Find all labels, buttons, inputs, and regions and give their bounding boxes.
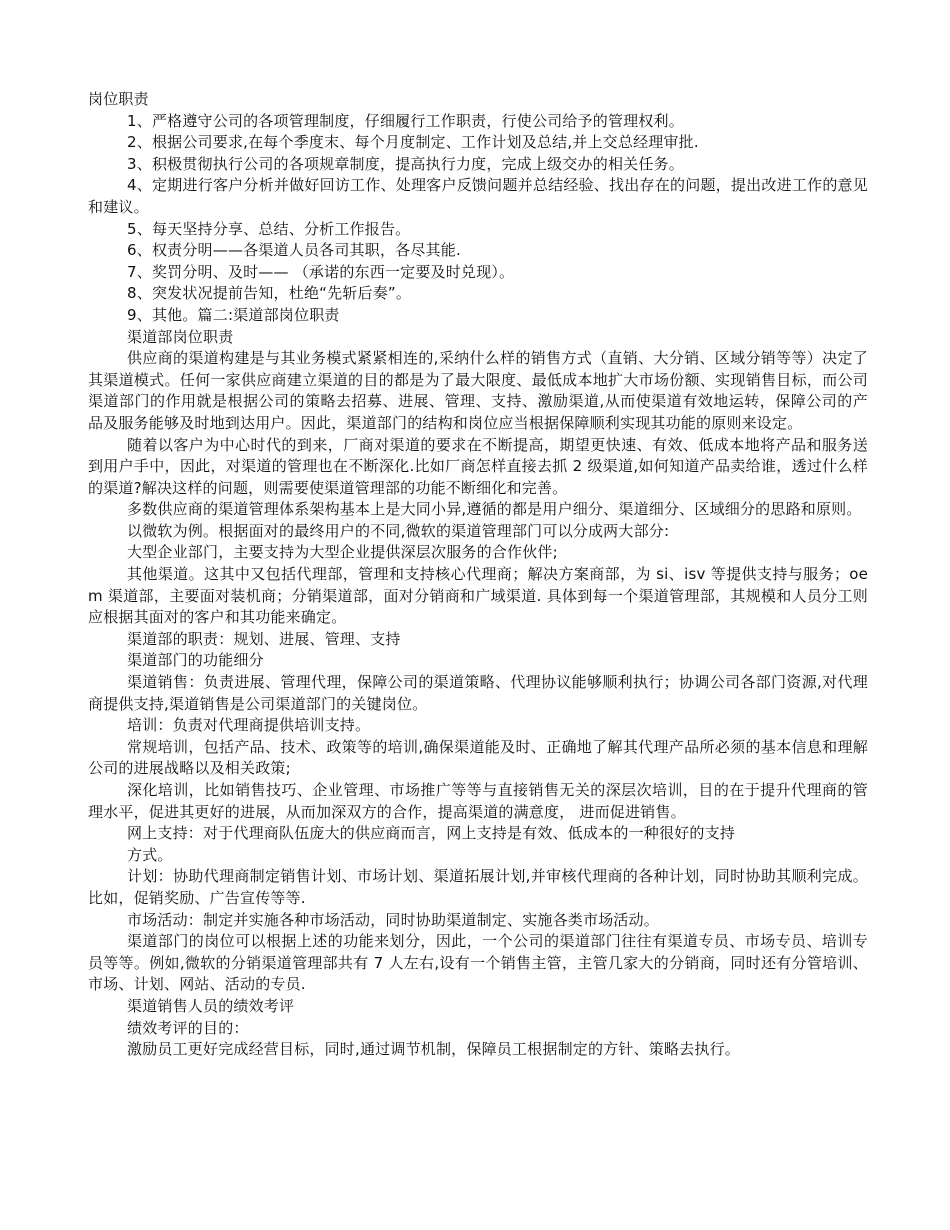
body-paragraph: 渠道部的职责：规划、进展、管理、支持 — [127, 629, 401, 648]
duty-item-4: 4、定期进行客户分析并做好回访工作、处理客户反馈问题并总结经验、找出存在的问题，提出改进工作的意见和建议。 — [88, 176, 868, 216]
document-body — [88, 89, 868, 1061]
duty-item-8: 8、突发状况提前告知，杜绝“先斩后奏”。 — [127, 284, 412, 303]
body-paragraph: 深化培训，比如销售技巧、企业管理、市场推广等等与直接销售无关的深层次培训，目的在于提升代理商的管理水平，促进其更好的进展，从而加深双方的合作，提高渠道的满意度， 进而促进销售。 — [88, 781, 868, 821]
body-paragraph: 随着以客户为中心时代的到来，厂商对渠道的要求在不断提高，期望更快速、有效、低成本地将产品和服务送到用户手中，因此，对渠道的管理也在不断深化.比如厂商怎样直接去抓 2 级渠道,如何知道产品卖给谁，透过什么样的渠道?解决这样的问题，则需要使渠道管理部的功能不断细化和完善。 — [88, 435, 868, 497]
subsection-heading: 渠道部岗位职责 — [127, 327, 234, 346]
body-paragraph: 其他渠道。这其中又包括代理部，管理和支持核心代理商；解决方案商部，为 si、isv 等提供支持与服务；oem 渠道部，主要面对装机商；分销渠道部，面对分销商和广域渠道. 具体到每一个渠道管理部，其规模和人员分工则应根据其面对的客户和其功能来确定。 — [88, 565, 868, 627]
body-paragraph: 以微软为例。根据面对的最终用户的不同,微软的渠道管理部门可以分成两大部分: — [127, 521, 670, 540]
body-paragraph: 多数供应商的渠道管理体系架构基本上是大同小异,遵循的都是用户细分、渠道细分、区域细分的思路和原则。 — [127, 500, 862, 519]
body-paragraph: 大型企业部门，主要支持为大型企业提供深层次服务的合作伙伴; — [127, 543, 558, 562]
body-paragraph: 计划：协助代理商制定销售计划、市场计划、渠道拓展计划,并审核代理商的各种计划，同时协助其顺利完成。比如，促销奖励、广告宣传等等. — [88, 867, 868, 907]
duty-item-7: 7、奖罚分明、及时—— （承诺的东西一定要及时兑现）。 — [127, 262, 515, 281]
body-paragraph: 渠道部门的岗位可以根据上述的功能来划分，因此，一个公司的渠道部门往往有渠道专员、市场专员、培训专员等等。例如,微软的分销渠道管理部共有 7 人左右,设有一个销售主管，主管几家大的分销商，同时还有分管培训、市场、计划、网站、活动的专员. — [88, 932, 868, 994]
body-paragraph: 渠道部门的功能细分 — [127, 651, 264, 670]
duty-item-1: 1、严格遵守公司的各项管理制度，仔细履行工作职责，行使公司给予的管理权利。 — [127, 111, 684, 130]
duty-item-5: 5、每天坚持分享、总结、分析工作报告。 — [127, 219, 411, 238]
body-paragraph: 网上支持：对于代理商队伍庞大的供应商而言，网上支持是有效、低成本的一种很好的支持 — [127, 824, 736, 843]
body-paragraph: 常规培训，包括产品、技术、政策等的培训,确保渠道能及时、正确地了解其代理产品所必须的基本信息和理解公司的进展战略以及相关政策; — [88, 737, 868, 778]
body-paragraph: 渠道销售：负责进展、管理代理，保障公司的渠道策略、代理协议能够顺利执行；协调公司各部门资源,对代理商提供支持,渠道销售是公司渠道部门的关键岗位。 — [88, 673, 868, 713]
duty-item-2: 2、根据公司要求,在每个季度末、每个月度制定、工作计划及总结,并上交总经理审批. — [127, 133, 699, 152]
duty-item-3: 3、积极贯彻执行公司的各项规章制度，提高执行力度，完成上级交办的相关任务。 — [127, 154, 684, 173]
duty-item-6: 6、权责分明——各渠道人员各司其职，各尽其能. — [127, 241, 461, 260]
body-paragraph: 市场活动：制定并实施各种市场活动，同时协助渠道制定、实施各类市场活动。 — [127, 910, 660, 929]
body-paragraph: 方式。 — [127, 845, 173, 864]
body-paragraph: 供应商的渠道构建是与其业务模式紧紧相连的,采纳什么样的销售方式（直销、大分销、区域分销等等）决定了其渠道模式。任何一家供应商建立渠道的目的都是为了最大限度、最低成本地扩大市场份额、实现销售目标，而公司渠道部门的作用就是根据公司的策略去招募、进展、管理、支持、激励渠道,从而使渠道有效地运转，保障公司的产品及服务能够及时地到达用户。因此，渠道部门的结构和岗位应当根据保障顺利实现其功能的原则来设定。 — [88, 349, 868, 432]
body-paragraph: 渠道销售人员的绩效考评 — [127, 996, 295, 1015]
duty-item-9: 9、其他。篇二:渠道部岗位职责 — [127, 305, 340, 324]
section-heading: 岗位职责 — [88, 90, 149, 108]
body-paragraph: 激励员工更好完成经营目标，同时,通过调节机制，保障员工根据制定的方针、策略去执行。 — [127, 1040, 740, 1059]
body-paragraph: 绩效考评的目的： — [127, 1018, 249, 1037]
body-paragraph: 培训：负责对代理商提供培训支持。 — [127, 716, 371, 735]
